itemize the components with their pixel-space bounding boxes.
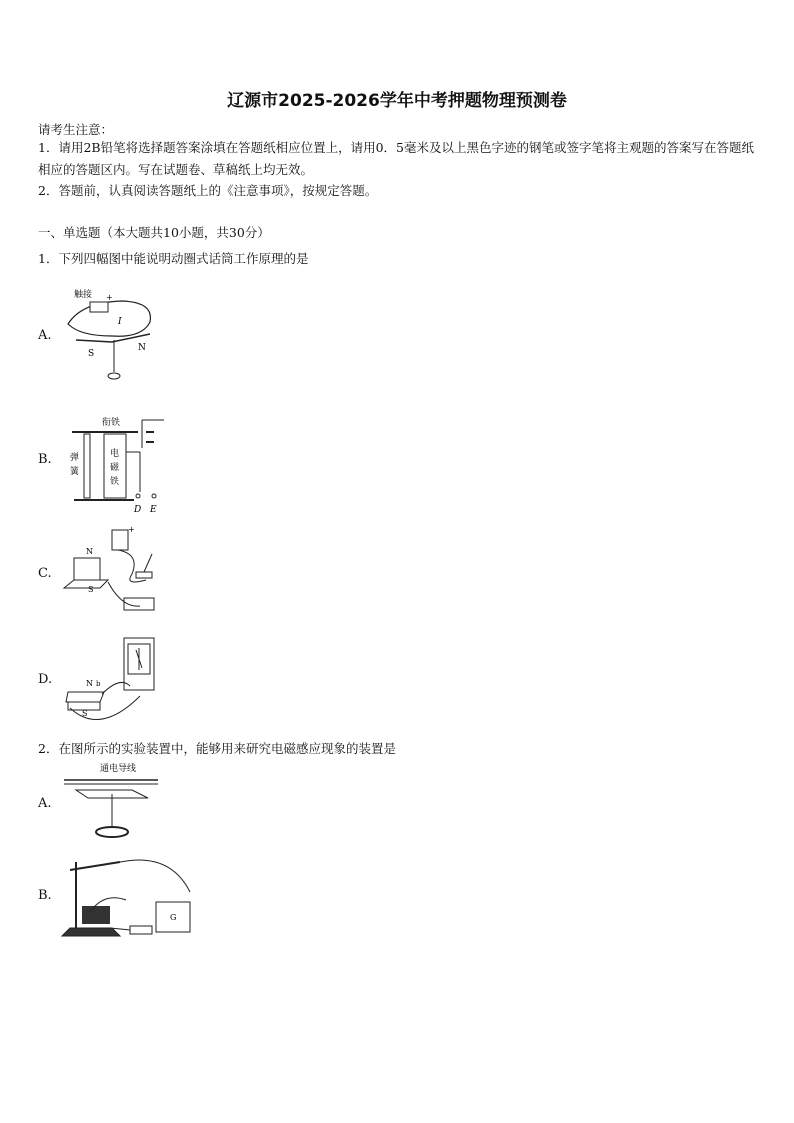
fig-label: N <box>86 679 93 688</box>
fig-label: 衔铁 <box>102 418 121 428</box>
fig-label: G <box>170 913 177 922</box>
fig-label: S <box>88 349 95 359</box>
notice-item-2: 2．答题前，认真阅读答题纸上的《注意事项》，按规定答题。 <box>38 183 378 198</box>
q1-option-d-label[interactable]: D. <box>38 672 53 687</box>
q2-option-a-figure <box>62 760 162 850</box>
fig-label: N <box>86 547 93 556</box>
fig-label: 通电导线 <box>100 764 137 774</box>
notice-item-1: 1．请用2B铅笔将选择题答案涂填在答题纸相应位置上，请用0．5毫米及以上黑色字迹的钢笔或签字笔将主观题的答案写在答题纸相应的答题区内。写在试题卷、草稿纸上均无效。 <box>38 140 754 177</box>
fig-label: 铁 <box>110 477 120 487</box>
q1-option-a-label[interactable]: A. <box>38 328 52 343</box>
fig-label: S <box>82 709 88 718</box>
q1-option-c-label[interactable]: C. <box>38 566 52 581</box>
fig-label: + <box>106 293 113 302</box>
notice-heading: 请考生注意： <box>38 122 114 137</box>
q2-option-b-label[interactable]: B. <box>38 888 52 903</box>
q1-option-b-figure <box>64 412 170 520</box>
q2-option-a-label[interactable]: A. <box>38 796 52 811</box>
q1-option-a-figure <box>62 284 162 384</box>
fig-label: 簧 <box>70 467 80 477</box>
fig-label: I <box>118 317 122 327</box>
q2-option-b-figure <box>60 852 194 944</box>
q1-option-d-figure <box>60 636 170 728</box>
fig-label: E <box>150 505 157 515</box>
q1-option-b-label[interactable]: B. <box>38 452 52 467</box>
fig-label: 弹 <box>70 453 80 463</box>
fig-label: b <box>96 680 101 688</box>
fig-label: D <box>134 505 142 515</box>
fig-label: + <box>128 525 135 534</box>
question-2-stem: 2．在图所示的实验装置中，能够用来研究电磁感应现象的装置是 <box>38 741 396 756</box>
page-title: 辽源市2025-2026学年中考押题物理预测卷 <box>227 91 567 111</box>
fig-label: 磁 <box>110 463 120 473</box>
fig-label: S <box>88 585 94 594</box>
question-1-stem: 1．下列四幅图中能说明动圈式话筒工作原理的是 <box>38 251 309 266</box>
q1-option-c-figure <box>60 524 170 624</box>
fig-label: 触接 <box>74 290 93 300</box>
section-heading: 一、单选题（本大题共10小题，共30分） <box>38 225 270 240</box>
fig-label: N <box>138 343 146 353</box>
fig-label: 电 <box>110 449 120 459</box>
